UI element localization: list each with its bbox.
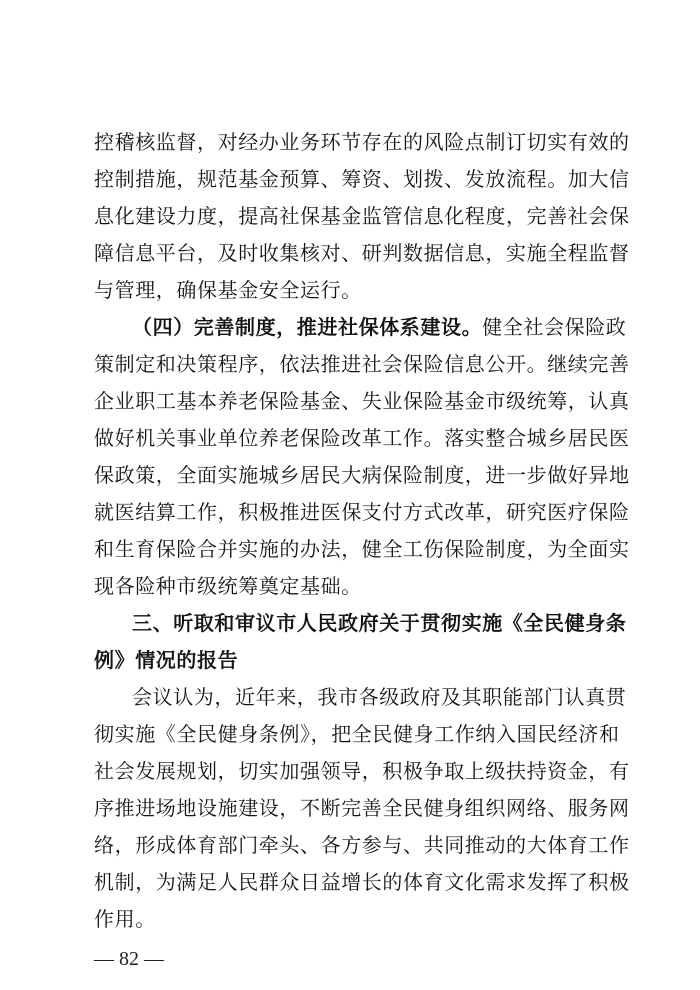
section-heading-line-1: 三、听取和审议市人民政府关于贯彻实施《全民健身条 xyxy=(132,611,627,635)
paragraph-3-line-1: 会议认为，近年来，我市各级政府及其职能部门认真贯 xyxy=(132,685,627,709)
paragraph-1-line-2: 控制措施，规范基金预算、筹资、划拨、发放流程。加大信 xyxy=(94,167,630,191)
paragraph-2-line-2: 策制定和决策程序，依法推进社会保险信息公开。继续完善 xyxy=(94,352,630,376)
paragraph-3-line-6: 机制，为满足人民群众日益增长的体育文化需求发挥了积极 xyxy=(94,870,630,894)
paragraph-2-line-1-rest: 健全社会保险政 xyxy=(482,315,627,339)
paragraph-3-line-2: 彻实施《全民健身条例》，把全民健身工作纳入国民经济和 xyxy=(94,722,620,746)
paragraph-1-line-4: 障信息平台，及时收集核对、研判数据信息，实施全程监督 xyxy=(94,241,630,265)
paragraph-3-line-7: 作用。 xyxy=(94,907,156,931)
paragraph-3-line-5: 络，形成体育部门牵头、各方参与、共同推动的大体育工作 xyxy=(94,833,630,857)
paragraph-1-line-3: 息化建设力度，提高社保基金监管信息化程度，完善社会保 xyxy=(94,204,630,228)
section-heading-line-2: 例》情况的报告 xyxy=(94,648,239,672)
paragraph-3-line-3: 社会发展规划，切实加强领导，积极争取上级扶持资金，有 xyxy=(94,759,630,783)
paragraph-2-bold-lead: （四）完善制度，推进社保体系建设。 xyxy=(132,315,483,339)
paragraph-3-line-4: 序推进场地设施建设，不断完善全民健身组织网络、服务网 xyxy=(94,796,630,820)
paragraph-2-line-1 xyxy=(132,310,627,344)
paragraph-2-line-4: 做好机关事业单位养老保险改革工作。落实整合城乡居民医 xyxy=(94,426,630,450)
paragraph-2-line-7: 和生育保险合并实施的办法，健全工伤保险制度，为全面实 xyxy=(94,537,630,561)
paragraph-2-line-6: 就医结算工作，积极推进医保支付方式改革，研究医疗保险 xyxy=(94,500,630,524)
paragraph-1-line-1: 控稽核监督，对经办业务环节存在的风险点制订切实有效的 xyxy=(94,130,630,154)
paragraph-2-line-8: 现各险种市级统筹奠定基础。 xyxy=(94,574,362,598)
paragraph-1-line-5: 与管理，确保基金安全运行。 xyxy=(94,278,362,302)
paragraph-2-line-3: 企业职工基本养老保险基金、失业保险基金市级统筹，认真 xyxy=(94,389,630,413)
page-number: — 82 — xyxy=(94,948,164,970)
paragraph-2-line-5: 保政策，全面实施城乡居民大病保险制度，进一步做好异地 xyxy=(94,463,630,487)
